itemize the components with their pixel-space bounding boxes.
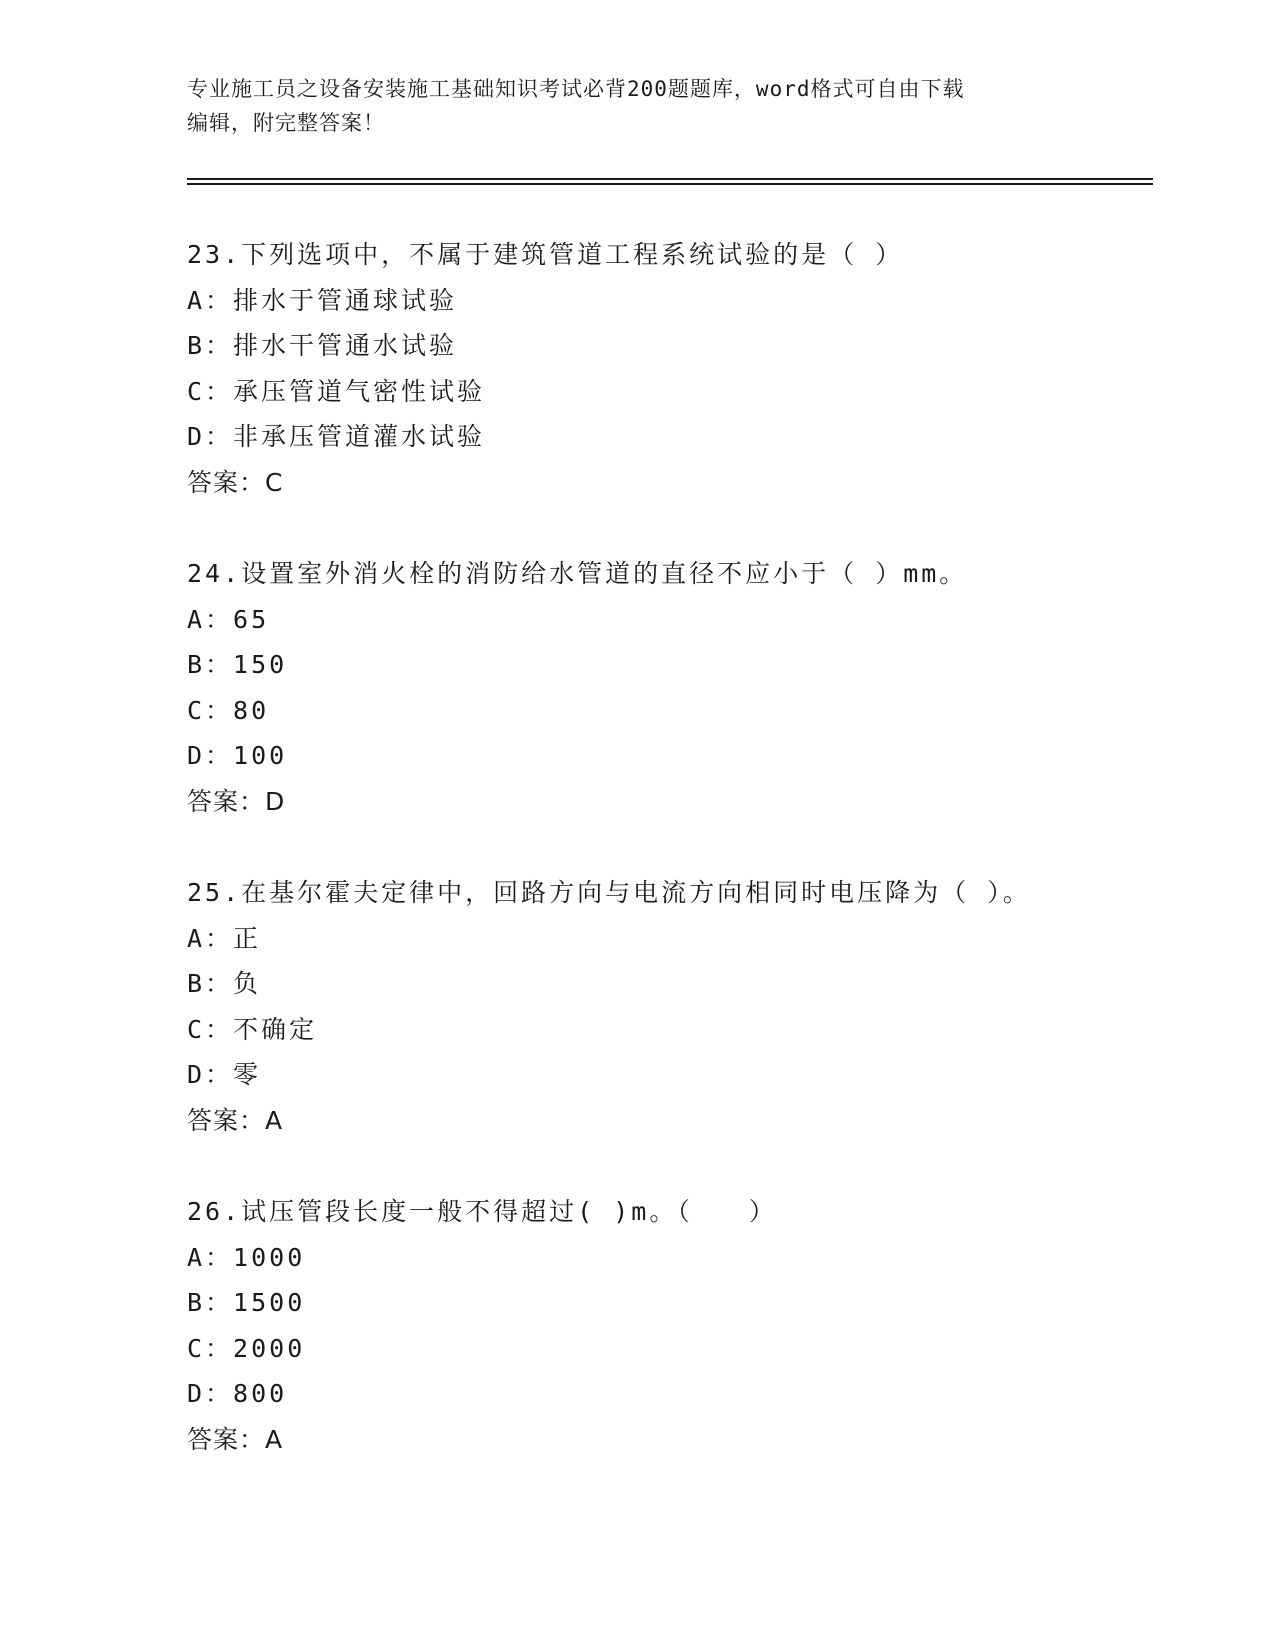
option-a: A：排水于管通球试验 <box>187 285 458 315</box>
header-divider-bottom <box>187 183 1153 185</box>
question-stem: 26.试压管段长度一般不得超过( )m。（ ） <box>187 1197 777 1226</box>
option-d: D：零 <box>187 1060 262 1090</box>
answer: 答案：A <box>187 1105 284 1135</box>
option-c: C：不确定 <box>187 1014 318 1044</box>
question-stem: 24.设置室外消火栓的消防给水管道的直径不应小于（ ）mm。 <box>187 559 968 588</box>
question-26 <box>187 1189 1147 1463</box>
question-25 <box>187 870 1147 1144</box>
option-a: A：65 <box>187 604 270 634</box>
option-c: C：承压管道气密性试验 <box>187 376 486 406</box>
answer: 答案：C <box>187 467 284 497</box>
document-header <box>187 72 1087 140</box>
option-c: C：2000 <box>187 1333 306 1363</box>
option-d: D：800 <box>187 1379 288 1409</box>
option-d: D：非承压管道灌水试验 <box>187 422 486 452</box>
header-divider-top <box>187 178 1153 180</box>
option-b: B：150 <box>187 650 288 680</box>
option-a: A：正 <box>187 923 262 953</box>
option-b: B：1500 <box>187 1288 306 1318</box>
option-c: C：80 <box>187 695 270 725</box>
option-a: A：1000 <box>187 1242 306 1272</box>
header-title-line-1: 专业施工员之设备安装施工基础知识考试必背200题题库，word格式可自由下载 <box>187 77 965 101</box>
option-b: B：负 <box>187 969 262 999</box>
answer: 答案：A <box>187 1424 284 1454</box>
question-23 <box>187 232 1147 506</box>
question-stem: 25.在基尔霍夫定律中，回路方向与电流方向相同时电压降为（ ）。 <box>187 878 1031 907</box>
option-b: B：排水干管通水试验 <box>187 331 458 361</box>
option-d: D：100 <box>187 741 288 771</box>
answer: 答案：D <box>187 786 286 816</box>
question-stem: 23.下列选项中，不属于建筑管道工程系统试验的是（ ） <box>187 240 904 269</box>
question-24 <box>187 551 1147 825</box>
header-title-line-2: 编辑，附完整答案！ <box>187 111 385 135</box>
